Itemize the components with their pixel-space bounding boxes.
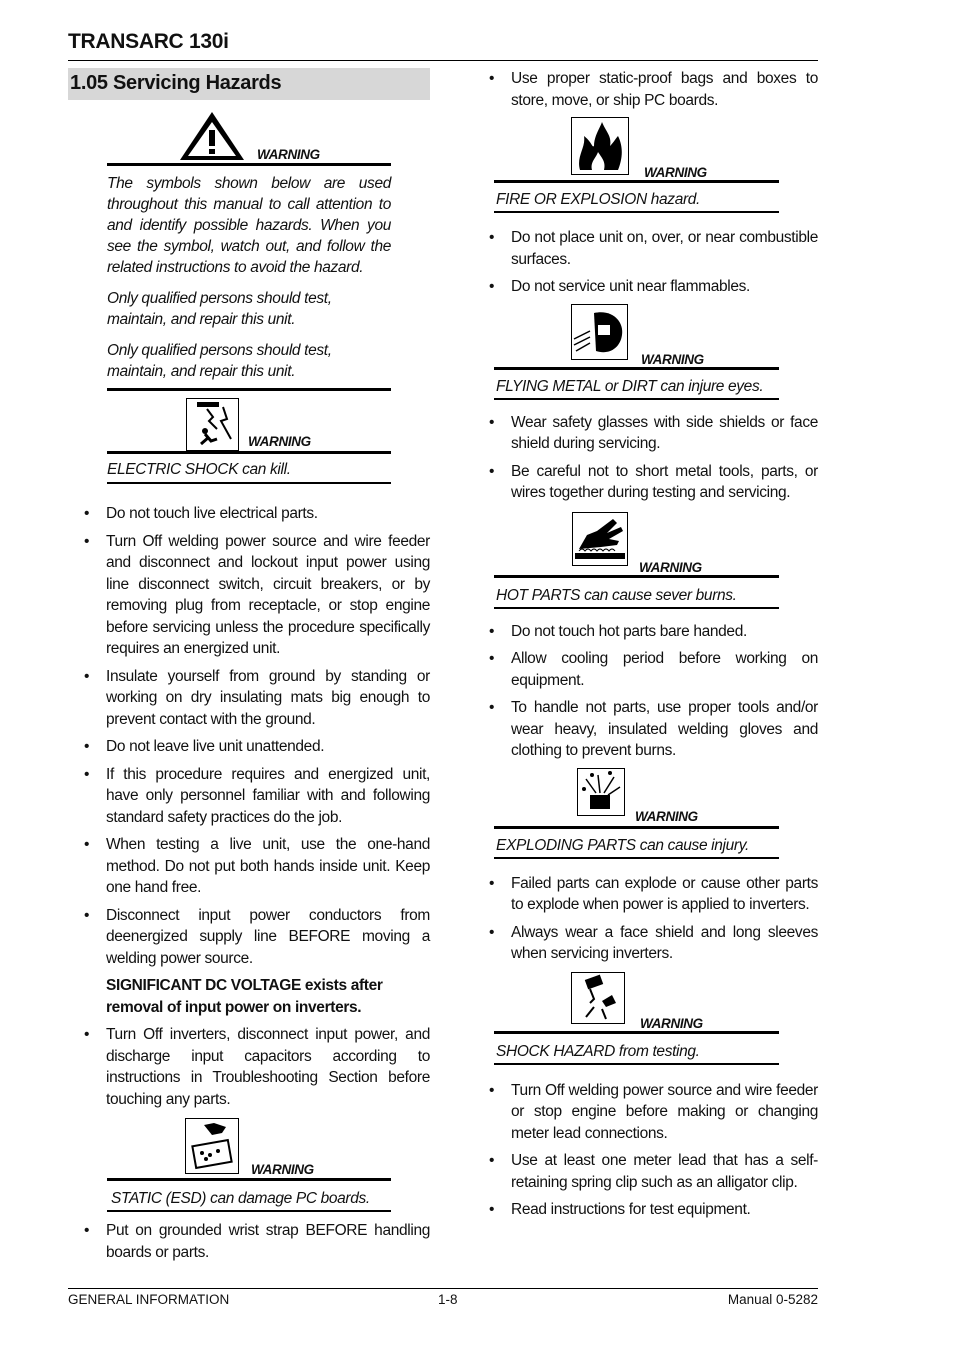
warning-caption: SHOCK HAZARD from testing. (496, 1042, 700, 1060)
hot-list (473, 621, 818, 762)
warning-rule (107, 451, 391, 454)
static-list-continued (473, 68, 818, 111)
static-list (68, 1220, 430, 1263)
warning-triangle-icon (178, 110, 246, 162)
exploding-parts-icon (577, 768, 625, 816)
warning-label: WARNING (248, 434, 311, 449)
warning-label: WARNING (640, 1015, 703, 1031)
exploding-parts-warning-block (473, 768, 818, 878)
right-column (473, 68, 818, 1227)
section-heading: 1.05 Servicing Hazards (68, 68, 430, 100)
footer-rule (68, 1288, 818, 1289)
static-warning-block (68, 1112, 430, 1230)
voltage-note: SIGNIFICANT DC VOLTAGE exists after removal of input power on inverters. (106, 977, 383, 1016)
warning-rule (494, 826, 779, 829)
footer-manual-number: Manual 0-5282 (727, 1292, 818, 1307)
list-item: • Do not touch hot parts bare handed. (473, 621, 818, 643)
footer-section-name: GENERAL INFORMATION (68, 1292, 230, 1307)
fire-icon (571, 117, 629, 175)
intro-paragraph: The symbols shown below are used throughout this manual to call attention to and identify possible hazards. When you see the symbol, watch out, and follow the related instructions to avoid the hazard. (107, 175, 391, 276)
fire-list (473, 227, 818, 298)
warning-label: WARNING (644, 165, 707, 180)
testing-warning-block (473, 971, 818, 1083)
testing-list (473, 1080, 818, 1221)
list-item: • Use at least one meter lead that has a self-retaining spring clip such as an alligator clip. (473, 1150, 818, 1193)
list-item: • Turn Off welding power source and wire feeder or stop engine before making or changing meter lead connections. (473, 1080, 818, 1145)
warning-caption: EXPLODING PARTS can cause injury. (496, 836, 749, 854)
warning-caption: HOT PARTS can cause sever burns. (496, 586, 737, 604)
shock-list (68, 503, 430, 969)
warning-caption: STATIC (ESD) can damage PC boards. (111, 1190, 370, 1207)
list-item: • Read instructions for test equipment. (473, 1199, 818, 1221)
warning-rule (107, 1210, 391, 1212)
list-item: • Do not place unit on, over, or near combustible surfaces. (473, 227, 818, 270)
electric-shock-icon (186, 398, 239, 451)
warning-rule (494, 1063, 779, 1065)
fire-warning-block (473, 117, 818, 235)
list-item: • Do not service unit near flammables. (473, 276, 818, 298)
document-title: TRANSARC 130i (68, 30, 229, 53)
warning-rule (107, 163, 391, 166)
list-item: • Put on grounded wrist strap BEFORE handling boards or parts. (68, 1220, 430, 1263)
eye-list (473, 412, 818, 504)
list-item: • Turn Off welding power source and wire feeder and disconnect and lockout input power using line disconnect switch, circuit breakers, or by removing plug from receptacle, or stop engine before servicing unless the procedure specifically requires an energized unit. (68, 531, 430, 660)
list-item: • Be careful not to short metal tools, parts, or wires together during testing and servicing. (473, 461, 818, 504)
list-item: • When testing a live unit, use the one-hand method. Do not put both hands inside unit. Keep one hand free. (68, 834, 430, 899)
warning-rule (494, 857, 779, 859)
list-item: • Allow cooling period before working on equipment. (473, 648, 818, 691)
intro-paragraph: Only qualified persons should test, maintain, and repair this unit. (107, 290, 332, 328)
list-item: • If this procedure requires and energized unit, have only personnel familiar with and following standard safety practices do the job. (68, 764, 430, 829)
warning-rule (494, 367, 779, 370)
intro-warning-block (68, 100, 430, 393)
warning-rule (107, 1178, 391, 1181)
hot-surface-icon (572, 512, 628, 566)
list-item: • To handle not parts, use proper tools and/or wear heavy, insulated welding gloves and clothing to prevent burns. (473, 697, 818, 762)
left-column (68, 68, 430, 1269)
list-item: • Disconnect input power conductors from deenergized supply line BEFORE moving a welding power source. (68, 905, 430, 970)
warning-label: WARNING (635, 808, 698, 824)
list-item: • Use proper static-proof bags and boxes to store, move, or ship PC boards. (473, 68, 818, 111)
intro-text (107, 173, 391, 382)
intro-paragraph: Only qualified persons should test, maintain, and repair this unit. (107, 342, 332, 380)
list-item: • Always wear a face shield and long sleeves when servicing inverters. (473, 922, 818, 965)
warning-label: WARNING (641, 351, 704, 367)
warning-rule (494, 1031, 779, 1034)
footer-page-number: 1-8 (438, 1292, 458, 1307)
warning-label: WARNING (251, 1162, 314, 1177)
warning-caption: FLYING METAL or DIRT can injure eyes. (496, 377, 764, 395)
face-shield-icon (571, 304, 628, 360)
warning-rule (494, 607, 779, 609)
list-item: • Insulate yourself from ground by standing or working on dry insulating mats big enough to prevent contact with the ground. (68, 666, 430, 731)
warning-rule (494, 398, 779, 400)
warning-label: WARNING (257, 147, 320, 162)
warning-rule (107, 482, 391, 484)
warning-rule (107, 388, 391, 391)
hot-parts-warning-block (473, 510, 818, 622)
static-esd-icon (185, 1118, 239, 1174)
warning-rule (494, 575, 779, 578)
shock-list-continued (68, 1024, 430, 1110)
exploding-parts-list (473, 873, 818, 965)
list-item: • Failed parts can explode or cause other parts to explode when power is applied to inverters. (473, 873, 818, 916)
warning-rule (494, 180, 779, 183)
meter-test-icon (571, 972, 625, 1024)
eye-warning-block (473, 304, 818, 416)
list-item: • Do not touch live electrical parts. (68, 503, 430, 525)
list-item: • Do not leave live unit unattended. (68, 736, 430, 758)
warning-caption: FIRE OR EXPLOSION hazard. (496, 191, 701, 208)
warning-rule (494, 211, 779, 213)
warning-caption: ELECTRIC SHOCK can kill. (107, 461, 291, 478)
list-item: • Turn Off inverters, disconnect input power, and discharge input capacitors according to instructions in Troubleshooting Section before touching any parts. (68, 1024, 430, 1110)
warning-label: WARNING (639, 559, 702, 575)
list-item: • Wear safety glasses with side shields or face shield during servicing. (473, 412, 818, 455)
title-rule (68, 60, 818, 61)
